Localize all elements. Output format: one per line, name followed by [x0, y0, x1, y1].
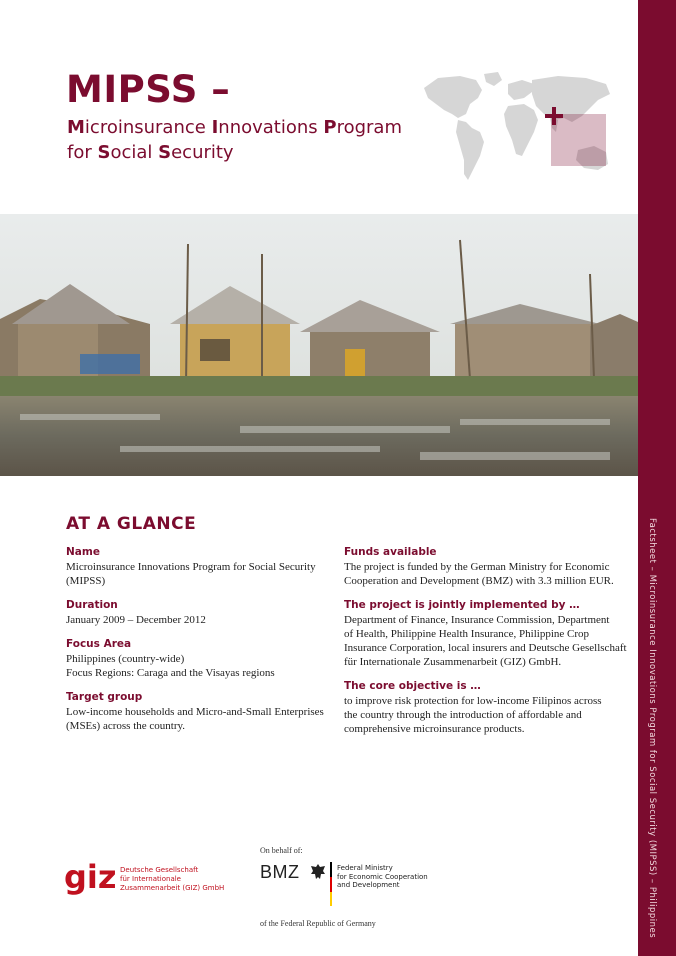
subtitle-line-1: [67, 115, 402, 140]
fact-body: The project is funded by the German Ministry for Economic Cooperation and Development (BMZ) with 3.3 million EUR.: [344, 561, 614, 587]
fact-body: to improve risk protection for low-income Filipinos across the country through the introduction of affordable and comprehensive microinsurance products.: [344, 695, 602, 735]
subtitle-word: for: [67, 142, 98, 163]
federal-eagle-icon: [310, 862, 326, 882]
subtitle-initial: S: [158, 142, 172, 163]
subtitle-word: nnovations: [218, 117, 324, 138]
fact-item: [344, 546, 634, 588]
subtitle-word: rogram: [336, 117, 402, 138]
fact-body: Department of Finance, Insurance Commission, Department of Health, Philippine Health Insurance, Philippine Crop Insurance Corporation, local insurers and Deutsche Gesellschaft für Internationale Zusammenarbeit (GIZ) GmbH.: [344, 614, 627, 668]
german-flag-stripe: [330, 862, 332, 906]
right-column: [344, 546, 634, 747]
subtitle-word: ecurity: [171, 142, 234, 163]
fact-item: [344, 599, 634, 669]
fact-label: Funds available: [344, 546, 437, 558]
fact-body: Low-income households and Micro-and-Small Enterprises (MSEs) across the country.: [66, 706, 324, 732]
giz-logo: [64, 860, 116, 898]
subtitle-initial: P: [323, 117, 337, 138]
fact-item: [66, 638, 336, 680]
federal-republic-label: of the Federal Republic of Germany: [260, 919, 376, 928]
fact-label: The core objective is …: [344, 680, 481, 692]
page-title: MIPSS –: [66, 68, 231, 111]
fact-label: Name: [66, 546, 100, 558]
section-heading: AT A GLANCE: [66, 514, 197, 534]
left-column: [66, 546, 336, 744]
subtitle-initial: M: [67, 117, 85, 138]
fact-item: [344, 680, 634, 736]
subtitle-initial: I: [211, 117, 219, 138]
subtitle-initial: S: [97, 142, 111, 163]
page-subtitle: [67, 115, 402, 165]
world-map-icon: [418, 70, 616, 190]
subtitle-word: icroinsurance: [84, 117, 212, 138]
fact-label: Focus Area: [66, 638, 132, 650]
fact-item: [66, 599, 336, 627]
sidebar-caption: Factsheet – Microinsurance Innovations Program for Social Security (MIPSS) – Philippines: [647, 518, 657, 939]
bmz-logo-text: BMZ: [260, 862, 300, 882]
fact-label: The project is jointly implemented by …: [344, 599, 580, 611]
subtitle-line-2: [67, 140, 402, 165]
ministry-name: Federal Ministry for Economic Cooperation and Development: [337, 864, 428, 889]
fact-body: Microinsurance Innovations Program for Social Security (MIPSS): [66, 561, 316, 587]
fact-item: [66, 546, 336, 588]
fact-body: January 2009 – December 2012: [66, 614, 206, 626]
fact-item: [66, 691, 336, 733]
fact-body: Philippines (country-wide) Focus Regions: Caraga and the Visayas regions: [66, 653, 275, 679]
fact-label: Target group: [66, 691, 143, 703]
fact-label: Duration: [66, 599, 118, 611]
sidebar-band: [638, 0, 676, 956]
subtitle-word: ocial: [110, 142, 159, 163]
svg-text:giz: giz: [64, 860, 116, 896]
stilt-houses-photo: [0, 214, 638, 476]
on-behalf-label: On behalf of:: [260, 846, 303, 855]
giz-name: Deutsche Gesellschaft für Internationale Zusammenarbeit (GIZ) GmbH: [120, 866, 225, 892]
